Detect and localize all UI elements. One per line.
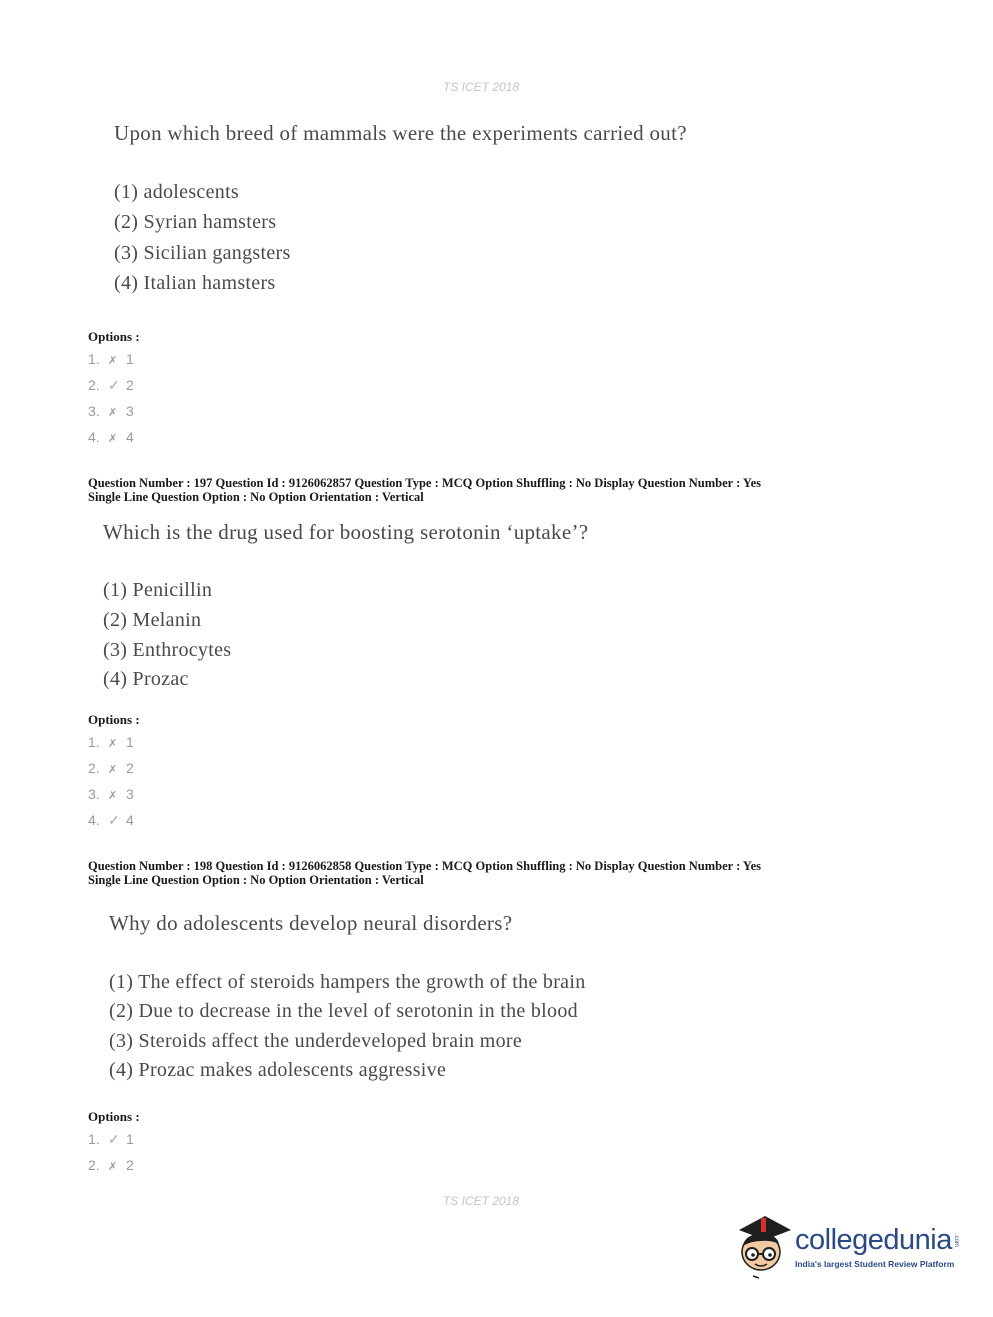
answer-row (88, 733, 134, 751)
answer-value: 1 (126, 1131, 134, 1147)
answer-value: 2 (126, 377, 134, 393)
answer-number: 3. (88, 786, 100, 802)
question-meta (88, 859, 761, 887)
answer-row (88, 759, 134, 777)
question-meta-line: Single Line Question Option : No Option Orientation : Vertical (88, 873, 424, 887)
answer-number: 2. (88, 377, 100, 393)
footer-watermark: TS ICET 2018 (442, 1194, 520, 1208)
question-text: Why do adolescents develop neural disorders? (109, 911, 513, 935)
cross-icon: ✗ (108, 764, 118, 776)
answer-number: 3. (88, 403, 100, 419)
check-icon: ✓ (108, 812, 120, 828)
question-option: (1) adolescents (114, 181, 240, 203)
question-option: (2) Melanin (103, 609, 202, 631)
cross-icon: ✗ (108, 738, 118, 750)
question-option: (1) Penicillin (103, 579, 213, 601)
answer-value: 3 (126, 786, 134, 802)
cross-icon: ✗ (108, 433, 118, 445)
question-option: (3) Sicilian gangsters (114, 242, 291, 264)
answer-number: 1. (88, 351, 100, 367)
question-meta-line: Single Line Question Option : No Option Orientation : Vertical (88, 490, 424, 504)
options-label: Options : (88, 712, 140, 727)
question-option: (3) Enthrocytes (103, 639, 232, 661)
answer-value: 2 (126, 760, 134, 776)
answer-number: 4. (88, 429, 100, 445)
question-option: (4) Prozac makes adolescents aggressive (109, 1059, 447, 1081)
answer-value: 2 (126, 1157, 134, 1173)
logo-suffix: .com (953, 1234, 959, 1248)
question-option: (3) Steroids affect the underdeveloped brain more (109, 1030, 523, 1052)
answer-value: 4 (126, 812, 134, 828)
question-option: (2) Syrian hamsters (114, 211, 277, 233)
question-text: Upon which breed of mammals were the experiments carried out? (114, 121, 687, 145)
question-meta-line: Question Number : 198 Question Id : 9126062858 Question Type : MCQ Option Shuffling : No Display Question Number : Yes (88, 859, 761, 873)
answer-number: 2. (88, 1157, 100, 1173)
cross-icon: ✗ (108, 407, 118, 419)
question-text: Which is the drug used for boosting serotonin ‘uptake’? (103, 520, 589, 544)
question-option: (1) The effect of steroids hampers the growth of the brain (109, 971, 586, 993)
question-option: (4) Prozac (103, 668, 189, 690)
header-watermark: TS ICET 2018 (442, 80, 520, 94)
check-icon: ✓ (108, 377, 120, 393)
answer-number: 4. (88, 812, 100, 828)
answer-row (88, 1130, 134, 1148)
logo-wordmark: collegedunia (795, 1224, 952, 1256)
answer-number: 1. (88, 734, 100, 750)
answer-row (88, 1156, 134, 1174)
answer-row (88, 785, 134, 803)
question-option: (4) Italian hamsters (114, 272, 276, 294)
options-label: Options : (88, 1109, 140, 1124)
collegedunia-logo (735, 1212, 960, 1282)
cross-icon: ✗ (108, 1161, 118, 1173)
answer-row (88, 350, 134, 368)
question-option: (2) Due to decrease in the level of serotonin in the blood (109, 1000, 578, 1022)
answer-row (88, 402, 134, 420)
check-icon: ✓ (108, 1131, 120, 1147)
answer-number: 2. (88, 760, 100, 776)
answer-value: 4 (126, 429, 134, 445)
question-meta-line: Question Number : 197 Question Id : 9126062857 Question Type : MCQ Option Shuffling : No Display Question Number : Yes (88, 476, 761, 490)
answer-row (88, 428, 134, 446)
logo-tagline: India's largest Student Review Platform (795, 1259, 955, 1269)
answer-row (88, 376, 134, 394)
question-meta (88, 476, 761, 504)
answer-value: 1 (126, 351, 134, 367)
answer-value: 1 (126, 734, 134, 750)
options-label: Options : (88, 329, 140, 344)
cross-icon: ✗ (108, 790, 118, 802)
mascot-icon (735, 1212, 793, 1282)
answer-number: 1. (88, 1131, 100, 1147)
answer-row (88, 811, 134, 829)
answer-value: 3 (126, 403, 134, 419)
cross-icon: ✗ (108, 355, 118, 367)
